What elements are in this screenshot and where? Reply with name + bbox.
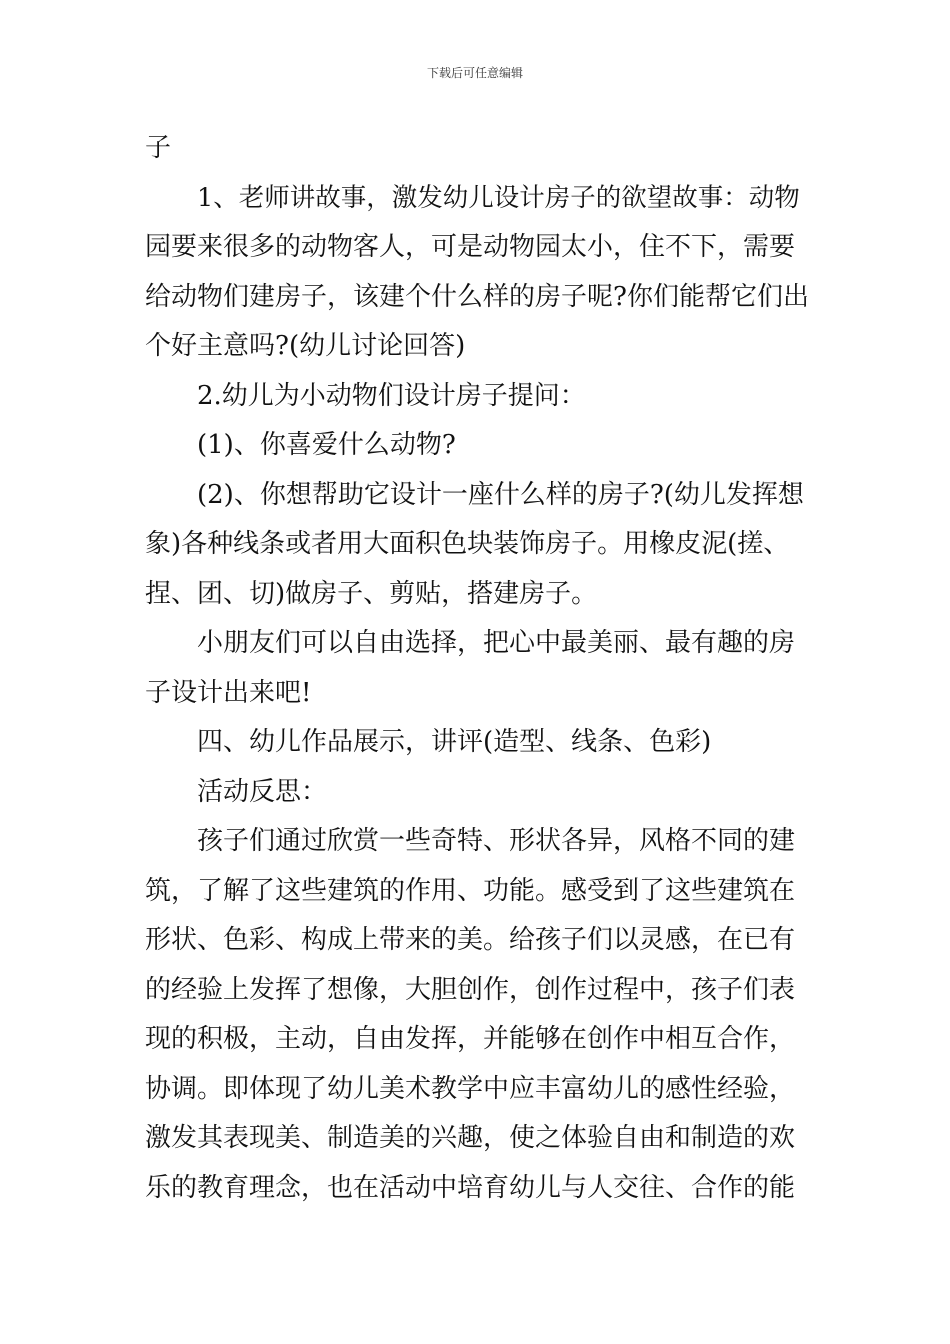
text-line-12: 子设计出来吧! [145, 677, 312, 708]
text-line-21: 激发其表现美、制造美的兴趣，使之体验自由和制造的欢 [145, 1123, 796, 1153]
text-line-8: (2)、你想帮助它设计一座什么样的房子?(幼儿发挥想 [197, 479, 804, 510]
text-line-16: 筑，了解了这些建筑的作用、功能。感受到了这些建筑在 [145, 875, 796, 906]
text-line-10: 捏、团、切)做房子、剪贴，搭建房子。 [145, 578, 598, 609]
text-line-18: 的经验上发挥了想像，大胆创作，创作过程中，孩子们表 [145, 974, 796, 1005]
text-line-17: 形状、色彩、构成上带来的美。给孩子们以灵感，在已有 [145, 925, 796, 955]
text-line-13: 四、幼儿作品展示，讲评(造型、线条、色彩) [197, 727, 712, 757]
text-line-2: 1、老师讲故事，激发幼儿设计房子的欲望故事：动物 [197, 182, 800, 213]
text-line-7: (1)、你喜爱什么动物? [197, 430, 456, 460]
text-line-15: 孩子们通过欣赏一些奇特、形状各异，风格不同的建 [197, 826, 796, 856]
text-line-6: 2.幼儿为小动物们设计房子提问： [197, 380, 586, 411]
text-line-4: 给动物们建房子，该建个什么样的房子呢?你们能帮它们出 [145, 281, 809, 312]
text-line-22: 乐的教育理念，也在活动中培育幼儿与人交往、合作的能 [145, 1172, 796, 1203]
text-line-1: 子 [145, 133, 172, 163]
text-line-5: 个好主意吗?(幼儿讨论回答) [145, 331, 466, 361]
text-line-3: 园要来很多的动物客人，可是动物园太小，住不下，需要 [145, 232, 796, 262]
text-line-20: 协调。即体现了幼儿美术教学中应丰富幼儿的感性经验， [145, 1073, 796, 1104]
page-header: 下载后可任意编辑 [426, 66, 523, 80]
text-line-11: 小朋友们可以自由选择，把心中最美丽、最有趣的房 [197, 628, 796, 658]
document-body [145, 124, 809, 1213]
text-line-19: 现的积极，主动，自由发挥，并能够在创作中相互合作， [145, 1024, 796, 1054]
text-line-14: 活动反思： [197, 776, 328, 807]
text-line-9: 象)各种线条或者用大面积色块装饰房子。用橡皮泥(搓、 [145, 529, 790, 559]
